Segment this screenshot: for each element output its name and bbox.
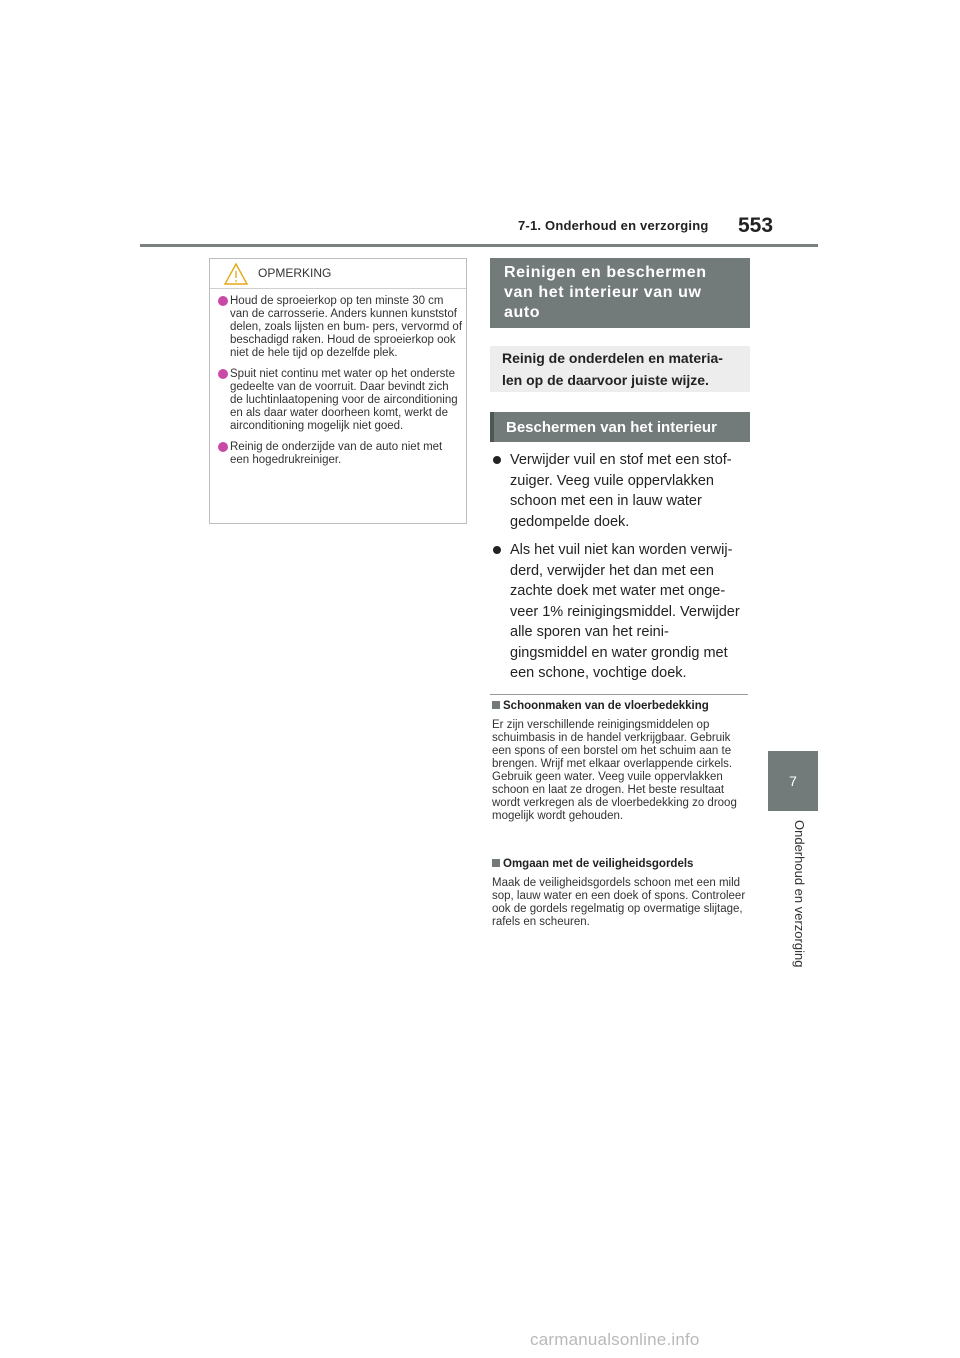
watermark: carmanualsonline.info	[530, 1330, 700, 1349]
bullet-dot-icon	[493, 546, 501, 554]
square-bullet-icon	[492, 701, 500, 709]
square-bullet-icon	[492, 859, 500, 867]
divider	[490, 694, 748, 695]
bullet-item	[492, 450, 748, 532]
bullet-dot-icon	[493, 456, 501, 464]
bullet-list	[492, 450, 748, 692]
bullet-dot-icon	[218, 442, 228, 452]
section-title: 7-1. Onderhoud en verzorging	[518, 218, 709, 233]
notice-header	[210, 259, 466, 289]
bullet-dot-icon	[218, 296, 228, 306]
chapter-tab: 7	[768, 751, 818, 811]
notice-item	[218, 368, 464, 433]
subsection-title	[492, 858, 693, 870]
bullet-dot-icon	[218, 369, 228, 379]
notice-item-text: Reinig de onderzijde van de auto niet met een hogedrukreiniger.	[230, 441, 443, 466]
subsection-body: Er zijn verschillende reinigingsmiddelen op schuimbasis in de handel verkrijgbaar. Gebruik een spons of een borstel om het schuim aan te brengen. Wrijf met elkaar overlappende cirkels. Gebruik geen water. Veeg vuile oppervlakken schoon en laat ze drogen. Het beste resultaat wordt verkregen als de vloerbedekking zo droog mogelijk wordt gehouden.	[492, 719, 737, 822]
notice-item	[218, 441, 464, 467]
header-rule	[140, 244, 818, 247]
notice-title: OPMERKING	[258, 266, 332, 280]
sub-section-header: Beschermen van het interieur	[490, 412, 750, 442]
notice-list	[218, 295, 464, 475]
bullet-text: Als het vuil niet kan worden verwij- derd, verwijder het dan met een zachte doek met water met onge- veer 1% reinigingsmiddel. Verwijder alle sporen van het reini- gingsmiddel en water grondig met een schone, vochtige doek.	[510, 542, 740, 681]
subsection-title-text: Schoonmaken van de vloerbedekking	[503, 700, 709, 712]
notice-item	[218, 295, 464, 360]
notice-item-text: Spuit niet continu met water op het onderste gedeelte van de voorruit. Daar bevindt zich de luchtinlaatopening voor de airconditioning en als daar water doorheen komt, werkt de airconditioning mogelijk niet goed.	[230, 368, 458, 432]
intro-box: Reinig de onderdelen en materia- len op de daarvoor juiste wijze.	[490, 346, 750, 392]
main-section-header: Reinigen en beschermen van het interieur van uw auto	[490, 258, 750, 328]
page-number: 553	[738, 214, 774, 237]
subsection-title-text: Omgaan met de veiligheidsgordels	[503, 858, 694, 870]
bullet-text: Verwijder vuil en stof met een stof- zuiger. Veeg vuile oppervlakken schoon met een in lauw water gedompelde doek.	[510, 452, 732, 530]
bullet-item	[492, 540, 748, 684]
subsection-title	[492, 700, 709, 712]
subsection-body: Maak de veiligheidsgordels schoon met een mild sop, lauw water en een doek of spons. Controleer ook de gordels regelmatig op overmatige slijtage, rafels en scheuren.	[492, 877, 746, 928]
notice-item-text: Houd de sproeierkop op ten minste 30 cm van de carrosserie. Anders kunnen kunststof delen, zoals lijsten en bum- pers, vervormd of beschadigd raken. Houd de sproeierkop ook niet de hele tijd op dezelfde plek.	[230, 295, 463, 359]
warning-triangle-icon	[224, 263, 248, 285]
notice-box	[209, 258, 467, 524]
chapter-label: Onderhoud en verzorging	[792, 820, 807, 968]
